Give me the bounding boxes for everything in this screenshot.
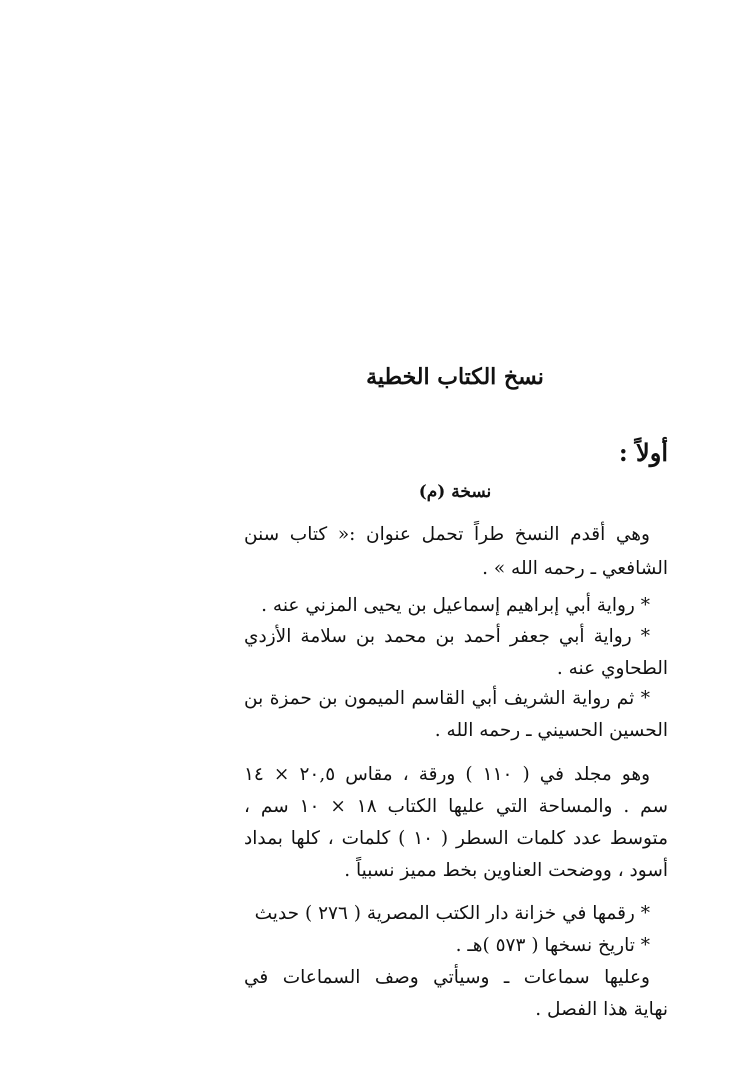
- detail-line: * تاريخ نسخها ( ٥٧٣ )هـ .: [455, 935, 650, 956]
- detail-line: * رقمها في خزانة دار الكتب المصرية ( ٢٧٦ ) حديث: [254, 903, 650, 924]
- paragraph-line: الشافعي ـ رحمه الله » .: [482, 558, 668, 579]
- paragraph-line: وهي أقدم النسخ طراً تحمل عنوان :« كتاب سنن: [244, 524, 650, 545]
- page-title: نسخ الكتاب الخطية: [366, 364, 544, 390]
- description-line: وهو مجلد في ( ١١٠ ) ورقة ، مقاس ٢٠,٥ × ١٤: [244, 764, 651, 785]
- narration-item: الطحاوي عنه .: [556, 658, 668, 679]
- section-label: أولاً :: [618, 438, 668, 467]
- detail-line: وعليها سماعات ـ وسيأتي وصف السماعات في: [244, 967, 650, 988]
- description-line: متوسط عدد كلمات السطر ( ١٠ ) كلمات ، كلها بمداد: [244, 828, 668, 849]
- narration-item: * ثم رواية الشريف أبي القاسم الميمون بن حمزة بن: [244, 688, 650, 709]
- narration-item: * رواية أبي جعفر أحمد بن محمد بن سلامة الأزدي: [244, 626, 650, 647]
- detail-line: نهاية هذا الفصل .: [535, 999, 668, 1020]
- description-line: سم . والمساحة التي عليها الكتاب ١٨ × ١٠ سم ،: [244, 796, 668, 817]
- manuscript-copy-title: نسخة (م): [418, 482, 492, 502]
- narration-item: * رواية أبي إبراهيم إسماعيل بن يحيى المزني عنه .: [261, 595, 650, 616]
- description-line: أسود ، ووضحت العناوين بخط مميز نسبياً .: [344, 860, 668, 881]
- narration-item: الحسين الحسيني ـ رحمه الله .: [434, 720, 668, 741]
